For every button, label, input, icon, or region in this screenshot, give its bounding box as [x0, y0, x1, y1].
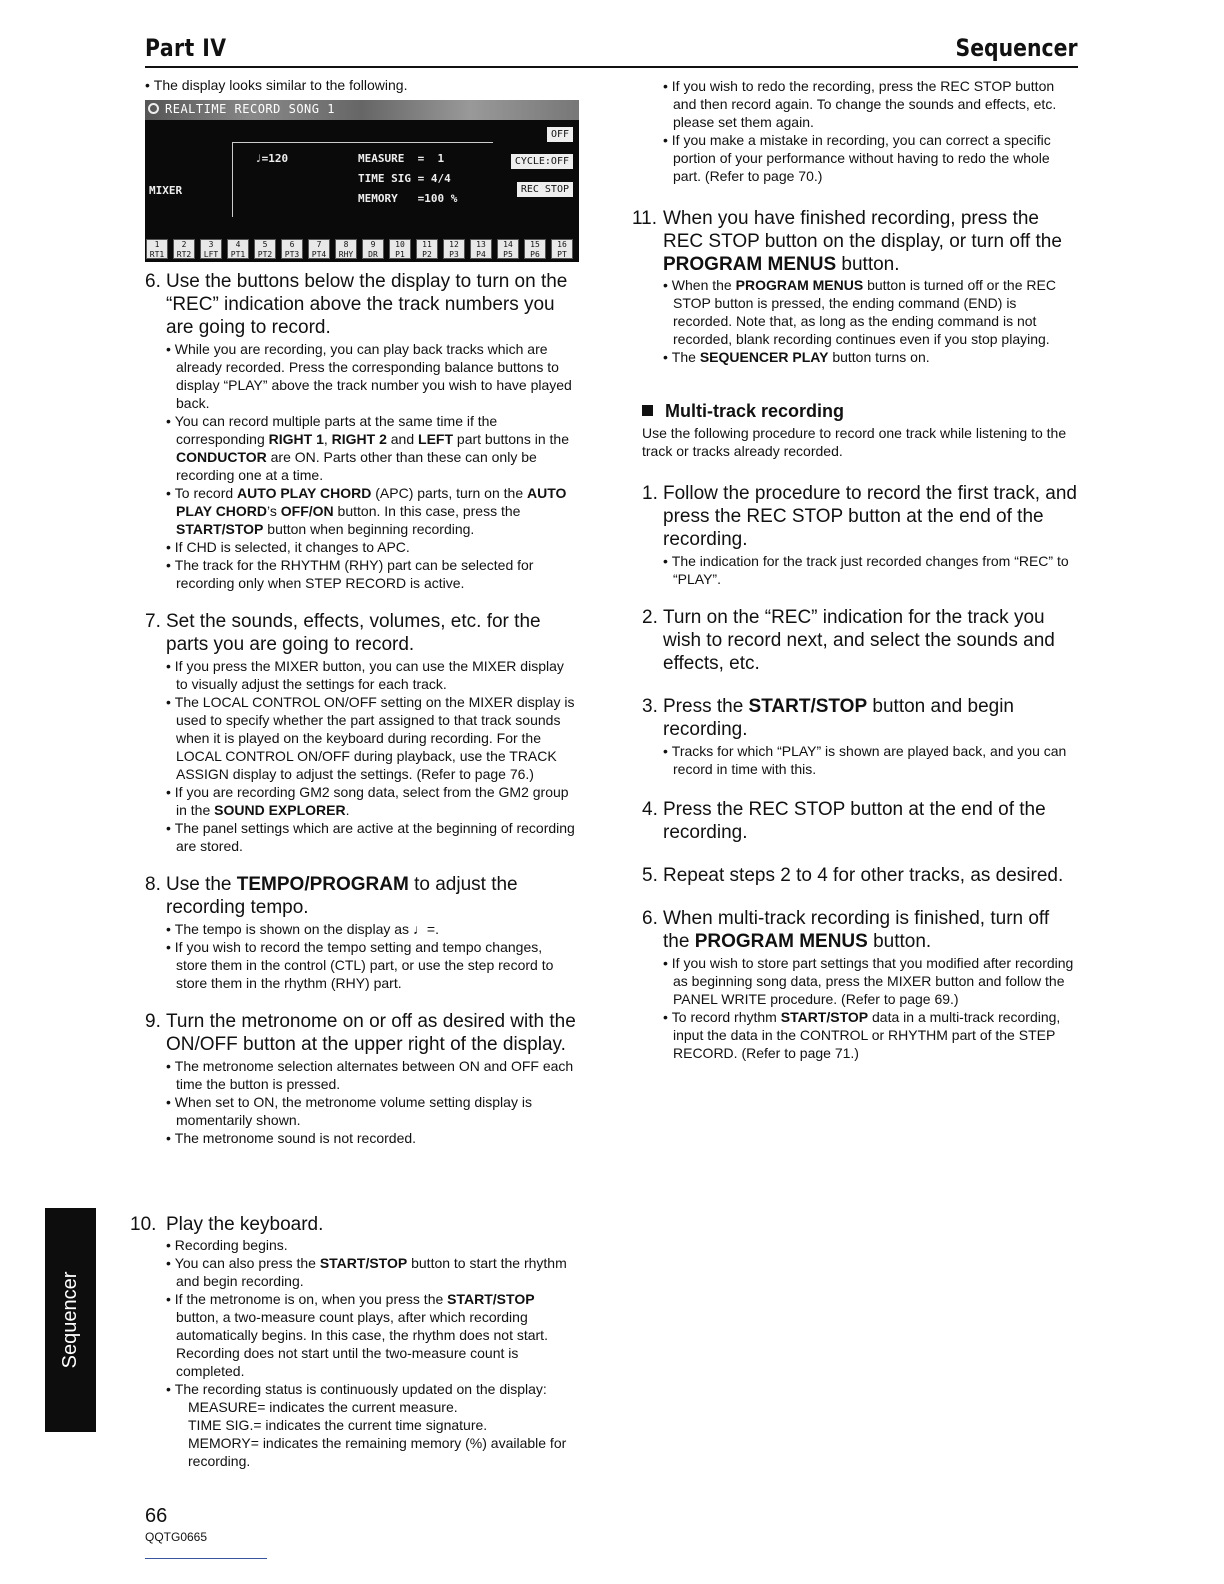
track-button[interactable]: [173, 239, 195, 259]
page-code: QQTG0665: [145, 1530, 208, 1544]
track-button[interactable]: [443, 239, 465, 259]
track-number: 8: [343, 240, 349, 249]
step-10-note-4: • The recording status is continuously updated on the display:: [166, 1380, 577, 1398]
lcd-track-row: [145, 239, 580, 261]
track-number: 6: [289, 240, 295, 249]
status-measure: MEASURE= indicates the current measure.: [188, 1399, 458, 1415]
step-8-note-2: • If you wish to record the tempo setting and tempo changes, store them in the control (CTL) part, or use the step record to store them in the rhythm (RHY) part.: [166, 938, 577, 992]
track-button[interactable]: [335, 239, 357, 259]
track-number: 4: [235, 240, 241, 249]
track-number: 5: [262, 240, 268, 249]
step-6-note-5: • The track for the RHYTHM (RHY) part can be selected for recording only when STEP RECORD is active.: [166, 556, 577, 592]
track-number: 13: [476, 240, 486, 249]
lcd-time-sig: TIME SIG = 4/4: [358, 172, 451, 185]
step-6-note-4: • If CHD is selected, it changes to APC.: [166, 538, 577, 556]
status-memory: MEMORY= indicates the remaining memory (%) available for recording.: [188, 1435, 567, 1469]
track-number: 9: [370, 240, 376, 249]
lcd-mixer[interactable]: MIXER: [149, 184, 183, 197]
track-label: LFT: [203, 250, 219, 259]
track-button[interactable]: [551, 239, 573, 259]
track-number: 11: [422, 240, 432, 249]
step-11-note-1: • When the PROGRAM MENUS button is turned off or the REC STOP button is pressed, the ending command (END) is recorded. Note that, as long as the ending command is not recorded, blank recording continues even if you stop playing.: [663, 276, 1078, 348]
multi-step-2-title: 2. Turn on the “REC” indication for the track you wish to record next, and select the sounds and effects, etc.: [642, 607, 1055, 674]
step-7-note-4: • The panel settings which are active at the beginning of recording are stored.: [166, 819, 577, 855]
step-6-note-1: • While you are recording, you can play back tracks which are already recorded. Press the corresponding balance buttons to display “PLAY” above the track number you wish to have played back.: [166, 340, 577, 412]
lcd-title: REALTIME RECORD SONG 1: [165, 102, 335, 116]
track-button[interactable]: [470, 239, 492, 259]
step-10-title: 10. Play the keyboard.: [130, 1214, 324, 1235]
part-heading: Part IV: [145, 34, 227, 62]
track-button[interactable]: [416, 239, 438, 259]
track-number: 3: [208, 240, 214, 249]
footer-line: [145, 1558, 267, 1559]
track-label: PT1: [230, 250, 246, 259]
step-7-title: 7. Set the sounds, effects, volumes, etc. for the parts you are going to record.: [145, 611, 541, 655]
left-column: [145, 76, 577, 1147]
track-button[interactable]: [362, 239, 384, 259]
track-number: 2: [181, 240, 187, 249]
square-bullet-icon: [642, 405, 653, 416]
right-column: [632, 76, 1078, 1062]
step-9-note-1: • The metronome selection alternates between ON and OFF each time the button is pressed.: [166, 1057, 577, 1093]
multi-step-3-title: 3. Press the START/STOP button and begin recording.: [642, 696, 1014, 740]
lcd-display: [145, 100, 579, 262]
track-button[interactable]: [227, 239, 249, 259]
track-label: P1: [395, 250, 405, 259]
step-8-title: 8. Use the TEMPO/PROGRAM to adjust the recording tempo.: [145, 874, 518, 918]
step-8-note-1: • The tempo is shown on the display as ♩=.: [166, 920, 577, 938]
track-label: DR: [368, 250, 378, 259]
lcd-rec-stop-button[interactable]: REC STOP: [517, 182, 573, 197]
track-label: PT: [557, 250, 567, 259]
step-10-note-3: • If the metronome is on, when you press the START/STOP button, a two-measure count plays, after which recording automatically begins. In this case, the rhythm does not start. Recording does not start until the two-measure count is completed.: [166, 1290, 577, 1380]
multi-step-1-note: • The indication for the track just recorded changes from “REC” to “PLAY”.: [663, 552, 1078, 588]
track-button[interactable]: [146, 239, 168, 259]
lcd-measure: MEASURE = 1: [358, 152, 445, 165]
track-button[interactable]: [281, 239, 303, 259]
track-label: P4: [476, 250, 486, 259]
intro-bullet: • The display looks similar to the following.: [145, 76, 577, 94]
step-6-note-2: • You can record multiple parts at the same time if the corresponding RIGHT 1, RIGHT 2 and LEFT part buttons in the CONDUCTOR are ON. Parts other than these can only be recording one at a time.: [166, 412, 577, 484]
multi-step-5-title: 5. Repeat steps 2 to 4 for other tracks, as desired.: [642, 865, 1064, 886]
page-number: 66: [145, 1505, 168, 1527]
track-label: PT2: [257, 250, 273, 259]
multi-track-heading: Multi-track recording: [642, 400, 1078, 422]
header-rule: [145, 66, 1078, 68]
track-number: 7: [316, 240, 322, 249]
clock-icon: [148, 103, 159, 114]
track-button[interactable]: [308, 239, 330, 259]
track-number: 12: [449, 240, 459, 249]
track-label: P3: [449, 250, 459, 259]
step-7-note-1: • If you press the MIXER button, you can use the MIXER display to visually adjust the settings for each track.: [166, 657, 577, 693]
lcd-memory: MEMORY =100 %: [358, 192, 458, 205]
step-10-block: [130, 1213, 577, 1470]
mistake-note: • If you make a mistake in recording, you can correct a specific portion of your performance without having to redo the whole part. (Refer to page 70.): [663, 131, 1078, 185]
track-label: RT1: [149, 250, 165, 259]
track-button[interactable]: [497, 239, 519, 259]
track-label: P6: [530, 250, 540, 259]
track-number: 16: [557, 240, 567, 249]
lcd-metronome-off-button[interactable]: OFF: [547, 127, 573, 142]
track-label: RT2: [176, 250, 192, 259]
lcd-cycle-button[interactable]: CYCLE:OFF: [511, 154, 573, 169]
step-number: 6.: [145, 271, 161, 292]
step-11-note-2: • The SEQUENCER PLAY button turns on.: [663, 348, 1078, 366]
track-number: 1: [154, 240, 160, 249]
step-9-note-2: • When set to ON, the metronome volume setting display is momentarily shown.: [166, 1093, 577, 1129]
track-label: PT4: [311, 250, 327, 259]
step-11-title: 11. When you have finished recording, press the REC STOP button on the display, or turn off the PROGRAM MENUS button.: [632, 208, 1062, 275]
step-10-note-2: • You can also press the START/STOP button to start the rhythm and begin recording.: [166, 1254, 577, 1290]
track-label: P2: [422, 250, 432, 259]
step-6-title: 6. Use the buttons below the display to turn on the “REC” indication above the track numbers you are going to record.: [145, 271, 568, 338]
multi-step-6-title: 6. When multi-track recording is finished, turn off the PROGRAM MENUS button.: [642, 908, 1050, 952]
track-label: P5: [503, 250, 513, 259]
section-side-tab: Sequencer: [45, 1208, 96, 1432]
track-label: PT3: [284, 250, 300, 259]
section-heading: Sequencer: [955, 34, 1078, 62]
track-number: 15: [530, 240, 540, 249]
lcd-tempo: ♩=120: [255, 152, 289, 165]
step-7-note-2: • The LOCAL CONTROL ON/OFF setting on the MIXER display is used to specify whether the part assigned to that track sounds when it is played on the keyboard during recording. For the LOCAL CONTROL ON/OFF during playback, use the TRACK ASSIGN display to adjust the settings. (Refer to page 76.): [166, 693, 577, 783]
track-number: 14: [503, 240, 513, 249]
redo-note: • If you wish to redo the recording, press the REC STOP button and then record again. To change the sounds and effects, etc. please set them again.: [663, 77, 1078, 131]
step-9-note-3: • The metronome sound is not recorded.: [166, 1129, 577, 1147]
multi-step-4-title: 4. Press the REC STOP button at the end of the recording.: [642, 799, 1046, 843]
multi-step-3-note: • Tracks for which “PLAY” is shown are played back, and you can record in time with this.: [663, 742, 1078, 778]
multi-track-intro: Use the following procedure to record one track while listening to the track or tracks already recorded.: [642, 425, 1067, 459]
track-button[interactable]: [524, 239, 546, 259]
status-time-sig: TIME SIG.= indicates the current time signature.: [188, 1417, 488, 1433]
multi-step-6-note-1: • If you wish to store part settings that you modified after recording as beginning song data, press the MIXER button and follow the PANEL WRITE procedure. (Refer to page 69.): [663, 954, 1078, 1008]
track-button[interactable]: [254, 239, 276, 259]
track-number: 10: [395, 240, 405, 249]
step-9-title: 9. Turn the metronome on or off as desired with the ON/OFF button at the upper right of the display.: [145, 1011, 576, 1055]
multi-step-6-note-2: • To record rhythm START/STOP data in a multi-track recording, input the data in the CONTROL or RHYTHM part of the STEP RECORD. (Refer to page 71.): [663, 1008, 1078, 1062]
step-10-note-1: • Recording begins.: [166, 1236, 577, 1254]
step-6-note-3: • To record AUTO PLAY CHORD (APC) parts, turn on the AUTO PLAY CHORD’s OFF/ON button. In this case, press the START/STOP button when beginning recording.: [166, 484, 577, 538]
step-7-note-3: • If you are recording GM2 song data, select from the GM2 group in the SOUND EXPLORER.: [166, 783, 577, 819]
track-button[interactable]: [200, 239, 222, 259]
track-label: RHY: [338, 250, 354, 259]
track-button[interactable]: [389, 239, 411, 259]
multi-step-1-title: 1. Follow the procedure to record the first track, and press the REC STOP button at the end of the recording.: [642, 483, 1077, 550]
